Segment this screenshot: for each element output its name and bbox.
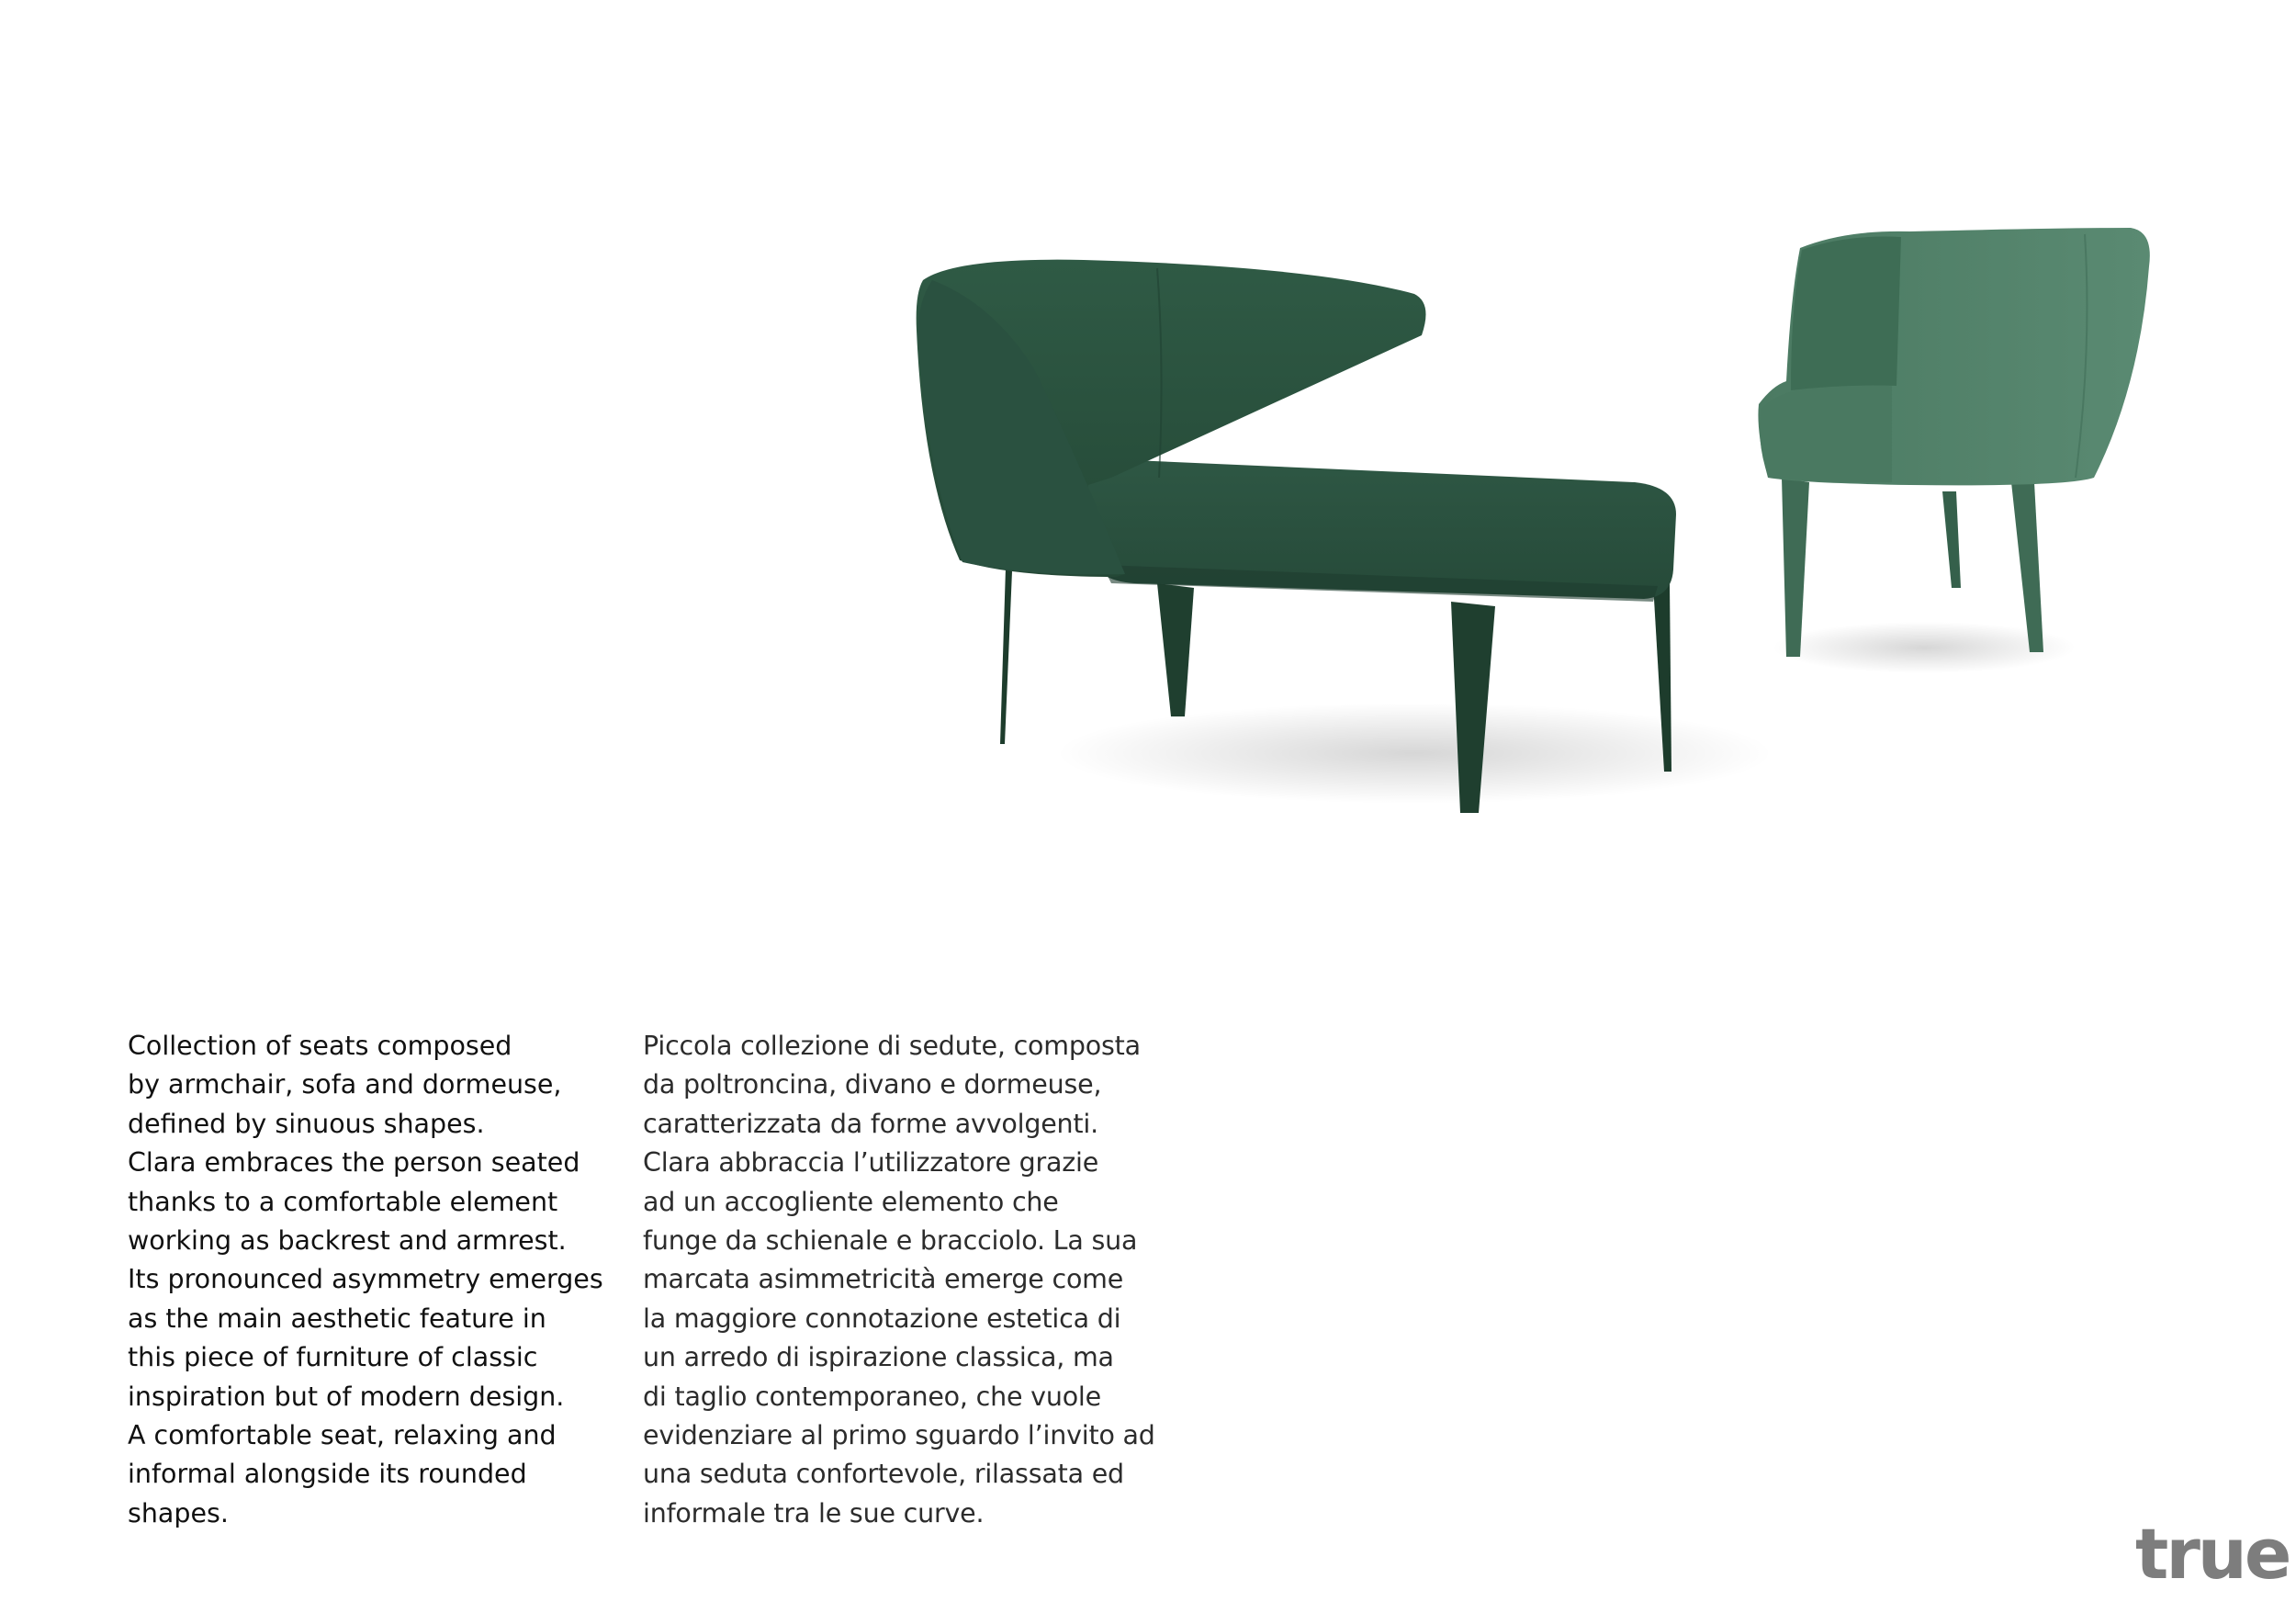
- brand-logo: true: [2135, 1513, 2290, 1595]
- product-photo: [872, 184, 2158, 845]
- dormeuse-image: [917, 260, 1773, 813]
- description-english: Collection of seats composed by armchair, sofa and dormeuse, defined by sinuous shapes. Clara embraces the person seated thanks to a comfortable element working as backrest and armrest. Its pronounced asymmetry emerges as the main aesthetic feature in this piece of furniture of classic inspiration but of modern design. A comfortable seat, relaxing and informal alongside its rounded shapes.: [128, 1031, 603, 1528]
- description-italian: Piccola collezione di sedute, composta da poltroncina, divano e dormeuse, caratterizzata da forme avvolgenti. Clara abbraccia l’utilizzatore grazie ad un accogliente elemento che funge da schienale e bracciolo. La sua marcata asimmetricità emerge come la maggiore connotazione estetica di un arredo di ispirazione classica, ma di taglio contemporaneo, che vuole evidenziare al primo sguardo l’invito ad una seduta confortevole, rilassata ed informale tra le sue curve.: [643, 1031, 1155, 1528]
- armchair-image: [1758, 228, 2149, 673]
